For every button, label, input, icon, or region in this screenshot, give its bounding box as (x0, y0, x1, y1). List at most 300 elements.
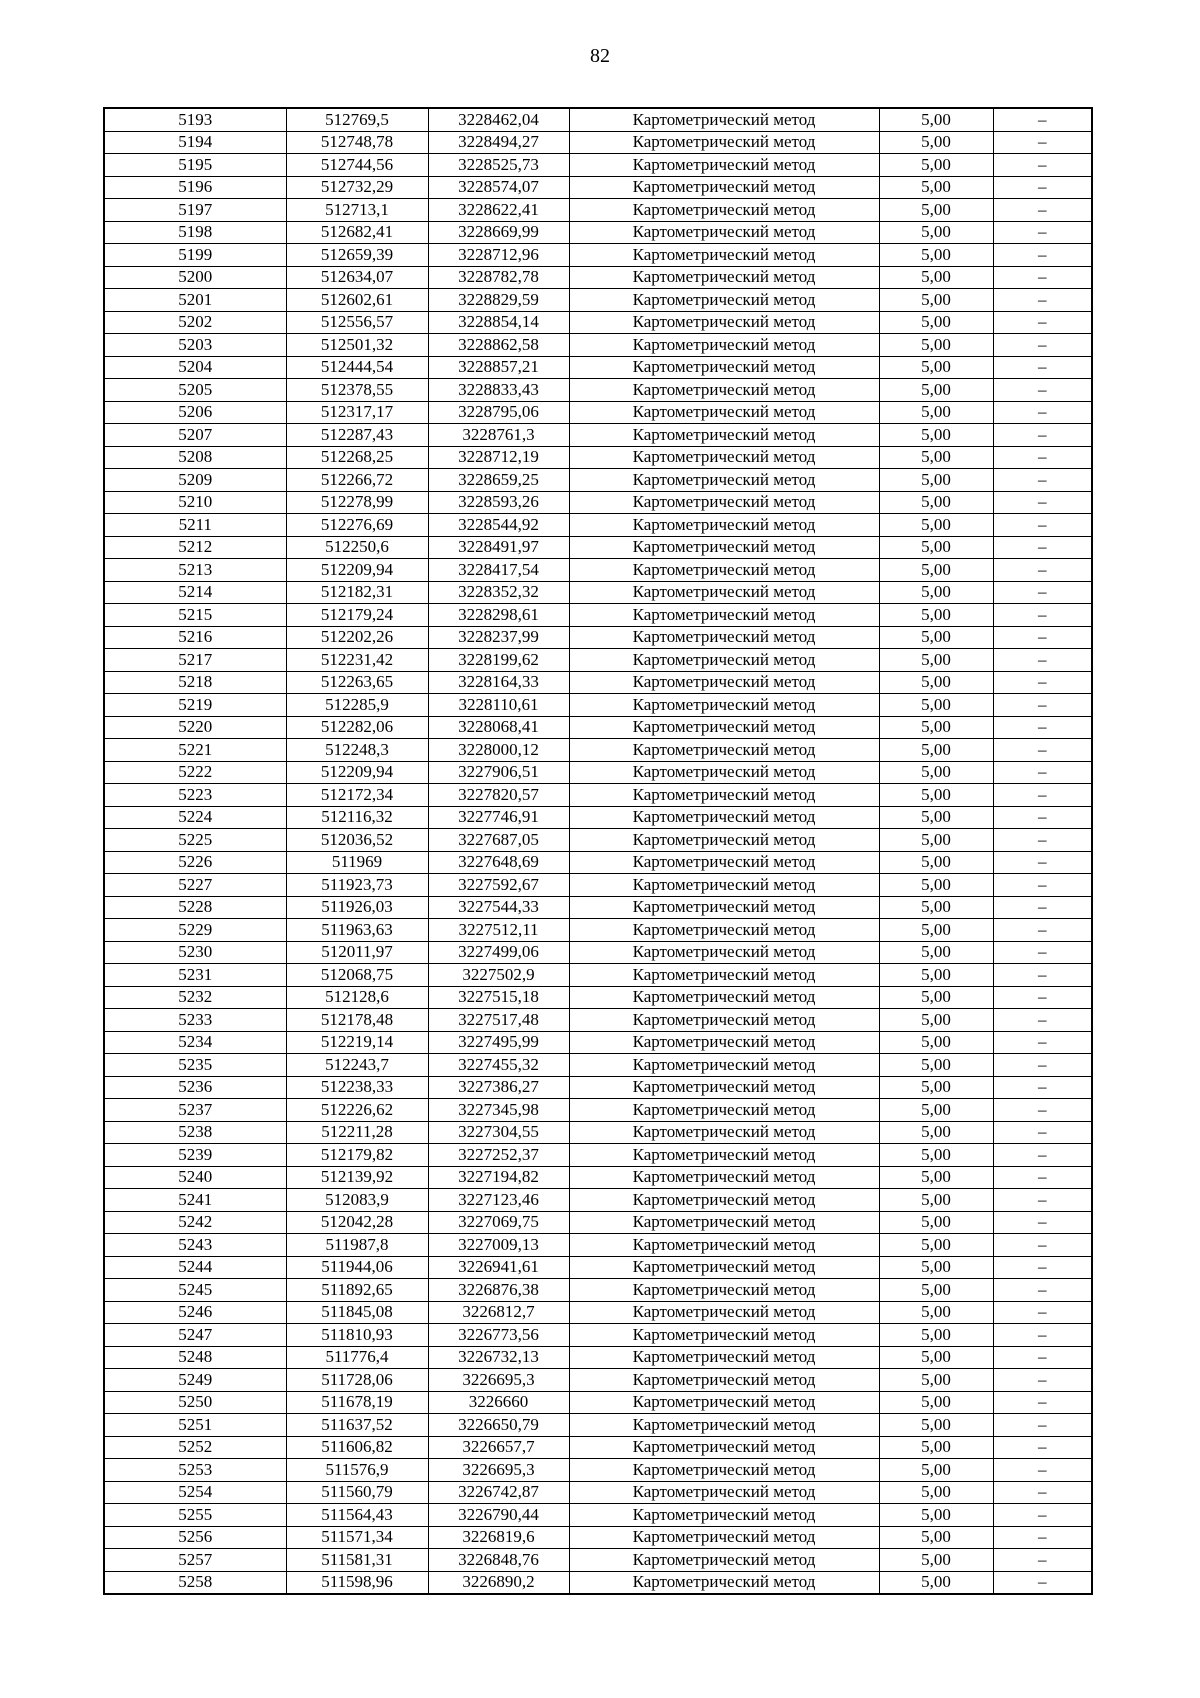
point-number-cell: 5249 (104, 1369, 286, 1392)
table-row (104, 829, 1092, 852)
table-row (104, 1481, 1092, 1504)
point-number-cell: 5205 (104, 379, 286, 402)
y-coordinate-cell: 3227746,91 (428, 806, 569, 829)
y-coordinate-cell: 3226790,44 (428, 1504, 569, 1527)
accuracy-cell: 5,00 (879, 1414, 993, 1437)
method-cell: Картометрический метод (569, 221, 879, 244)
dash-cell: – (993, 604, 1092, 627)
y-coordinate-cell: 3226695,3 (428, 1369, 569, 1392)
dash-cell: – (993, 1571, 1092, 1594)
accuracy-cell: 5,00 (879, 1099, 993, 1122)
point-number-cell: 5235 (104, 1054, 286, 1077)
point-number-cell: 5207 (104, 424, 286, 447)
point-number-cell: 5228 (104, 896, 286, 919)
method-cell: Картометрический метод (569, 1571, 879, 1594)
dash-cell: – (993, 694, 1092, 717)
accuracy-cell: 5,00 (879, 806, 993, 829)
y-coordinate-cell: 3228199,62 (428, 649, 569, 672)
dash-cell: – (993, 1054, 1092, 1077)
table-row (104, 108, 1092, 131)
dash-cell: – (993, 108, 1092, 131)
accuracy-cell: 5,00 (879, 1211, 993, 1234)
dash-cell: – (993, 1459, 1092, 1482)
y-coordinate-cell: 3227304,55 (428, 1121, 569, 1144)
y-coordinate-cell: 3228659,25 (428, 469, 569, 492)
method-cell: Картометрический метод (569, 581, 879, 604)
x-coordinate-cell: 512011,97 (286, 941, 428, 964)
y-coordinate-cell: 3228795,06 (428, 401, 569, 424)
accuracy-cell: 5,00 (879, 1346, 993, 1369)
method-cell: Картометрический метод (569, 356, 879, 379)
method-cell: Картометрический метод (569, 919, 879, 942)
dash-cell: – (993, 1346, 1092, 1369)
method-cell: Картометрический метод (569, 469, 879, 492)
method-cell: Картометрический метод (569, 626, 879, 649)
table-row (104, 1256, 1092, 1279)
method-cell: Картометрический метод (569, 424, 879, 447)
x-coordinate-cell: 512501,32 (286, 334, 428, 357)
accuracy-cell: 5,00 (879, 469, 993, 492)
table-row (104, 1166, 1092, 1189)
table-row (104, 626, 1092, 649)
method-cell: Картометрический метод (569, 536, 879, 559)
method-cell: Картометрический метод (569, 1009, 879, 1032)
y-coordinate-cell: 3228712,96 (428, 244, 569, 267)
y-coordinate-cell: 3227194,82 (428, 1166, 569, 1189)
x-coordinate-cell: 512202,26 (286, 626, 428, 649)
table-row (104, 1099, 1092, 1122)
dash-cell: – (993, 784, 1092, 807)
dash-cell: – (993, 1481, 1092, 1504)
accuracy-cell: 5,00 (879, 1324, 993, 1347)
method-cell: Картометрический метод (569, 199, 879, 222)
dash-cell: – (993, 1324, 1092, 1347)
y-coordinate-cell: 3226890,2 (428, 1571, 569, 1594)
dash-cell: – (993, 1121, 1092, 1144)
x-coordinate-cell: 511776,4 (286, 1346, 428, 1369)
dash-cell: – (993, 806, 1092, 829)
x-coordinate-cell: 512276,69 (286, 514, 428, 537)
accuracy-cell: 5,00 (879, 896, 993, 919)
y-coordinate-cell: 3228574,07 (428, 176, 569, 199)
accuracy-cell: 5,00 (879, 851, 993, 874)
method-cell: Картометрический метод (569, 491, 879, 514)
accuracy-cell: 5,00 (879, 1189, 993, 1212)
table-row (104, 1121, 1092, 1144)
method-cell: Картометрический метод (569, 941, 879, 964)
table-row (104, 1279, 1092, 1302)
method-cell: Картометрический метод (569, 986, 879, 1009)
x-coordinate-cell: 512248,3 (286, 739, 428, 762)
x-coordinate-cell: 512209,94 (286, 559, 428, 582)
y-coordinate-cell: 3228761,3 (428, 424, 569, 447)
point-number-cell: 5242 (104, 1211, 286, 1234)
accuracy-cell: 5,00 (879, 424, 993, 447)
method-cell: Картометрический метод (569, 311, 879, 334)
dash-cell: – (993, 1166, 1092, 1189)
method-cell: Картометрический метод (569, 334, 879, 357)
y-coordinate-cell: 3228417,54 (428, 559, 569, 582)
x-coordinate-cell: 511564,43 (286, 1504, 428, 1527)
x-coordinate-cell: 512634,07 (286, 266, 428, 289)
accuracy-cell: 5,00 (879, 1526, 993, 1549)
y-coordinate-cell: 3227515,18 (428, 986, 569, 1009)
point-number-cell: 5241 (104, 1189, 286, 1212)
y-coordinate-cell: 3228833,43 (428, 379, 569, 402)
x-coordinate-cell: 512713,1 (286, 199, 428, 222)
point-number-cell: 5222 (104, 761, 286, 784)
accuracy-cell: 5,00 (879, 581, 993, 604)
x-coordinate-cell: 512116,32 (286, 806, 428, 829)
table-row (104, 919, 1092, 942)
y-coordinate-cell: 3227495,99 (428, 1031, 569, 1054)
point-number-cell: 5236 (104, 1076, 286, 1099)
dash-cell: – (993, 964, 1092, 987)
accuracy-cell: 5,00 (879, 334, 993, 357)
method-cell: Картометрический метод (569, 671, 879, 694)
y-coordinate-cell: 3228352,32 (428, 581, 569, 604)
method-cell: Картометрический метод (569, 716, 879, 739)
point-number-cell: 5195 (104, 154, 286, 177)
x-coordinate-cell: 512238,33 (286, 1076, 428, 1099)
point-number-cell: 5219 (104, 694, 286, 717)
method-cell: Картометрический метод (569, 1211, 879, 1234)
dash-cell: – (993, 851, 1092, 874)
point-number-cell: 5198 (104, 221, 286, 244)
dash-cell: – (993, 1144, 1092, 1167)
method-cell: Картометрический метод (569, 874, 879, 897)
point-number-cell: 5197 (104, 199, 286, 222)
accuracy-cell: 5,00 (879, 919, 993, 942)
x-coordinate-cell: 511987,8 (286, 1234, 428, 1257)
point-number-cell: 5240 (104, 1166, 286, 1189)
point-number-cell: 5246 (104, 1301, 286, 1324)
x-coordinate-cell: 512744,56 (286, 154, 428, 177)
method-cell: Картометрический метод (569, 694, 879, 717)
y-coordinate-cell: 3226660 (428, 1391, 569, 1414)
method-cell: Картометрический метод (569, 1031, 879, 1054)
accuracy-cell: 5,00 (879, 176, 993, 199)
x-coordinate-cell: 511637,52 (286, 1414, 428, 1437)
y-coordinate-cell: 3228712,19 (428, 446, 569, 469)
method-cell: Картометрический метод (569, 829, 879, 852)
x-coordinate-cell: 512266,72 (286, 469, 428, 492)
table-row (104, 806, 1092, 829)
y-coordinate-cell: 3228491,97 (428, 536, 569, 559)
y-coordinate-cell: 3228544,92 (428, 514, 569, 537)
table-row (104, 199, 1092, 222)
table-row (104, 671, 1092, 694)
y-coordinate-cell: 3228237,99 (428, 626, 569, 649)
table-row (104, 424, 1092, 447)
x-coordinate-cell: 512231,42 (286, 649, 428, 672)
x-coordinate-cell: 512287,43 (286, 424, 428, 447)
x-coordinate-cell: 512178,48 (286, 1009, 428, 1032)
table-row (104, 1076, 1092, 1099)
method-cell: Картометрический метод (569, 806, 879, 829)
point-number-cell: 5233 (104, 1009, 286, 1032)
y-coordinate-cell: 3228298,61 (428, 604, 569, 627)
dash-cell: – (993, 536, 1092, 559)
table-row (104, 334, 1092, 357)
coordinates-table (103, 107, 1093, 1595)
y-coordinate-cell: 3227009,13 (428, 1234, 569, 1257)
method-cell: Картометрический метод (569, 514, 879, 537)
table-row (104, 536, 1092, 559)
accuracy-cell: 5,00 (879, 761, 993, 784)
x-coordinate-cell: 512732,29 (286, 176, 428, 199)
table-row (104, 266, 1092, 289)
table-row (104, 649, 1092, 672)
point-number-cell: 5231 (104, 964, 286, 987)
method-cell: Картометрический метод (569, 379, 879, 402)
point-number-cell: 5208 (104, 446, 286, 469)
table-row (104, 1369, 1092, 1392)
table-row (104, 784, 1092, 807)
method-cell: Картометрический метод (569, 739, 879, 762)
table-row (104, 176, 1092, 199)
x-coordinate-cell: 511560,79 (286, 1481, 428, 1504)
dash-cell: – (993, 581, 1092, 604)
accuracy-cell: 5,00 (879, 1031, 993, 1054)
x-coordinate-cell: 512209,94 (286, 761, 428, 784)
page-number: 82 (590, 45, 610, 67)
table-row (104, 1504, 1092, 1527)
dash-cell: – (993, 244, 1092, 267)
y-coordinate-cell: 3228462,04 (428, 108, 569, 131)
point-number-cell: 5212 (104, 536, 286, 559)
dash-cell: – (993, 1189, 1092, 1212)
x-coordinate-cell: 511606,82 (286, 1436, 428, 1459)
table-row (104, 1346, 1092, 1369)
method-cell: Картометрический метод (569, 1099, 879, 1122)
method-cell: Картометрический метод (569, 1481, 879, 1504)
point-number-cell: 5201 (104, 289, 286, 312)
y-coordinate-cell: 3228857,21 (428, 356, 569, 379)
dash-cell: – (993, 1301, 1092, 1324)
method-cell: Картометрический метод (569, 446, 879, 469)
dash-cell: – (993, 131, 1092, 154)
method-cell: Картометрический метод (569, 1346, 879, 1369)
point-number-cell: 5234 (104, 1031, 286, 1054)
method-cell: Картометрический метод (569, 401, 879, 424)
x-coordinate-cell: 512179,24 (286, 604, 428, 627)
accuracy-cell: 5,00 (879, 356, 993, 379)
table-row (104, 446, 1092, 469)
y-coordinate-cell: 3227592,67 (428, 874, 569, 897)
table-row (104, 514, 1092, 537)
x-coordinate-cell: 511728,06 (286, 1369, 428, 1392)
x-coordinate-cell: 511571,34 (286, 1526, 428, 1549)
table-row (104, 761, 1092, 784)
accuracy-cell: 5,00 (879, 1391, 993, 1414)
x-coordinate-cell: 511969 (286, 851, 428, 874)
accuracy-cell: 5,00 (879, 1121, 993, 1144)
method-cell: Картометрический метод (569, 176, 879, 199)
method-cell: Картометрический метод (569, 1526, 879, 1549)
point-number-cell: 5223 (104, 784, 286, 807)
point-number-cell: 5237 (104, 1099, 286, 1122)
x-coordinate-cell: 512083,9 (286, 1189, 428, 1212)
accuracy-cell: 5,00 (879, 1256, 993, 1279)
table-row (104, 1459, 1092, 1482)
y-coordinate-cell: 3228000,12 (428, 739, 569, 762)
dash-cell: – (993, 379, 1092, 402)
accuracy-cell: 5,00 (879, 1166, 993, 1189)
accuracy-cell: 5,00 (879, 964, 993, 987)
method-cell: Картометрический метод (569, 1369, 879, 1392)
dash-cell: – (993, 919, 1092, 942)
table-row (104, 1189, 1092, 1212)
x-coordinate-cell: 512226,62 (286, 1099, 428, 1122)
point-number-cell: 5217 (104, 649, 286, 672)
y-coordinate-cell: 3228164,33 (428, 671, 569, 694)
point-number-cell: 5200 (104, 266, 286, 289)
dash-cell: – (993, 1211, 1092, 1234)
point-number-cell: 5206 (104, 401, 286, 424)
y-coordinate-cell: 3227386,27 (428, 1076, 569, 1099)
x-coordinate-cell: 512278,99 (286, 491, 428, 514)
y-coordinate-cell: 3227544,33 (428, 896, 569, 919)
point-number-cell: 5211 (104, 514, 286, 537)
accuracy-cell: 5,00 (879, 289, 993, 312)
method-cell: Картометрический метод (569, 1054, 879, 1077)
accuracy-cell: 5,00 (879, 446, 993, 469)
point-number-cell: 5214 (104, 581, 286, 604)
y-coordinate-cell: 3227455,32 (428, 1054, 569, 1077)
y-coordinate-cell: 3226812,7 (428, 1301, 569, 1324)
method-cell: Картометрический метод (569, 1414, 879, 1437)
accuracy-cell: 5,00 (879, 1571, 993, 1594)
x-coordinate-cell: 512243,7 (286, 1054, 428, 1077)
accuracy-cell: 5,00 (879, 311, 993, 334)
y-coordinate-cell: 3226819,6 (428, 1526, 569, 1549)
y-coordinate-cell: 3227069,75 (428, 1211, 569, 1234)
point-number-cell: 5245 (104, 1279, 286, 1302)
table-row (104, 1324, 1092, 1347)
accuracy-cell: 5,00 (879, 108, 993, 131)
x-coordinate-cell: 512068,75 (286, 964, 428, 987)
dash-cell: – (993, 941, 1092, 964)
method-cell: Картометрический метод (569, 1324, 879, 1347)
y-coordinate-cell: 3227502,9 (428, 964, 569, 987)
x-coordinate-cell: 512139,92 (286, 1166, 428, 1189)
table-row (104, 964, 1092, 987)
dash-cell: – (993, 311, 1092, 334)
point-number-cell: 5216 (104, 626, 286, 649)
accuracy-cell: 5,00 (879, 1144, 993, 1167)
dash-cell: – (993, 1436, 1092, 1459)
x-coordinate-cell: 512263,65 (286, 671, 428, 694)
method-cell: Картометрический метод (569, 761, 879, 784)
y-coordinate-cell: 3228622,41 (428, 199, 569, 222)
dash-cell: – (993, 1504, 1092, 1527)
x-coordinate-cell: 512219,14 (286, 1031, 428, 1054)
table-row (104, 289, 1092, 312)
y-coordinate-cell: 3228593,26 (428, 491, 569, 514)
table-row (104, 1009, 1092, 1032)
x-coordinate-cell: 512211,28 (286, 1121, 428, 1144)
point-number-cell: 5248 (104, 1346, 286, 1369)
x-coordinate-cell: 511581,31 (286, 1549, 428, 1572)
dash-cell: – (993, 1549, 1092, 1572)
method-cell: Картометрический метод (569, 1459, 879, 1482)
dash-cell: – (993, 1031, 1092, 1054)
x-coordinate-cell: 511576,9 (286, 1459, 428, 1482)
method-cell: Картометрический метод (569, 1301, 879, 1324)
table-row (104, 1144, 1092, 1167)
point-number-cell: 5227 (104, 874, 286, 897)
dash-cell: – (993, 986, 1092, 1009)
accuracy-cell: 5,00 (879, 941, 993, 964)
dash-cell: – (993, 626, 1092, 649)
table-row (104, 1436, 1092, 1459)
accuracy-cell: 5,00 (879, 784, 993, 807)
dash-cell: – (993, 1256, 1092, 1279)
y-coordinate-cell: 3226657,7 (428, 1436, 569, 1459)
accuracy-cell: 5,00 (879, 1234, 993, 1257)
dash-cell: – (993, 514, 1092, 537)
accuracy-cell: 5,00 (879, 1369, 993, 1392)
x-coordinate-cell: 512182,31 (286, 581, 428, 604)
method-cell: Картометрический метод (569, 266, 879, 289)
point-number-cell: 5254 (104, 1481, 286, 1504)
y-coordinate-cell: 3227499,06 (428, 941, 569, 964)
table-row (104, 1054, 1092, 1077)
accuracy-cell: 5,00 (879, 1549, 993, 1572)
accuracy-cell: 5,00 (879, 131, 993, 154)
dash-cell: – (993, 761, 1092, 784)
method-cell: Картометрический метод (569, 1256, 879, 1279)
dash-cell: – (993, 221, 1092, 244)
dash-cell: – (993, 1369, 1092, 1392)
dash-cell: – (993, 739, 1092, 762)
dash-cell: – (993, 716, 1092, 739)
accuracy-cell: 5,00 (879, 1009, 993, 1032)
x-coordinate-cell: 511892,65 (286, 1279, 428, 1302)
method-cell: Картометрический метод (569, 1279, 879, 1302)
y-coordinate-cell: 3228854,14 (428, 311, 569, 334)
y-coordinate-cell: 3228782,78 (428, 266, 569, 289)
x-coordinate-cell: 512268,25 (286, 446, 428, 469)
method-cell: Картометрический метод (569, 1189, 879, 1212)
table-row (104, 1301, 1092, 1324)
y-coordinate-cell: 3227648,69 (428, 851, 569, 874)
accuracy-cell: 5,00 (879, 671, 993, 694)
x-coordinate-cell: 512378,55 (286, 379, 428, 402)
point-number-cell: 5256 (104, 1526, 286, 1549)
x-coordinate-cell: 511845,08 (286, 1301, 428, 1324)
table-row (104, 401, 1092, 424)
x-coordinate-cell: 512769,5 (286, 108, 428, 131)
point-number-cell: 5193 (104, 108, 286, 131)
y-coordinate-cell: 3227517,48 (428, 1009, 569, 1032)
point-number-cell: 5253 (104, 1459, 286, 1482)
x-coordinate-cell: 512250,6 (286, 536, 428, 559)
method-cell: Картометрический метод (569, 784, 879, 807)
x-coordinate-cell: 512285,9 (286, 694, 428, 717)
x-coordinate-cell: 511944,06 (286, 1256, 428, 1279)
accuracy-cell: 5,00 (879, 694, 993, 717)
y-coordinate-cell: 3227512,11 (428, 919, 569, 942)
accuracy-cell: 5,00 (879, 514, 993, 537)
point-number-cell: 5250 (104, 1391, 286, 1414)
x-coordinate-cell: 511926,03 (286, 896, 428, 919)
dash-cell: – (993, 1279, 1092, 1302)
point-number-cell: 5209 (104, 469, 286, 492)
method-cell: Картометрический метод (569, 1144, 879, 1167)
table-row (104, 154, 1092, 177)
